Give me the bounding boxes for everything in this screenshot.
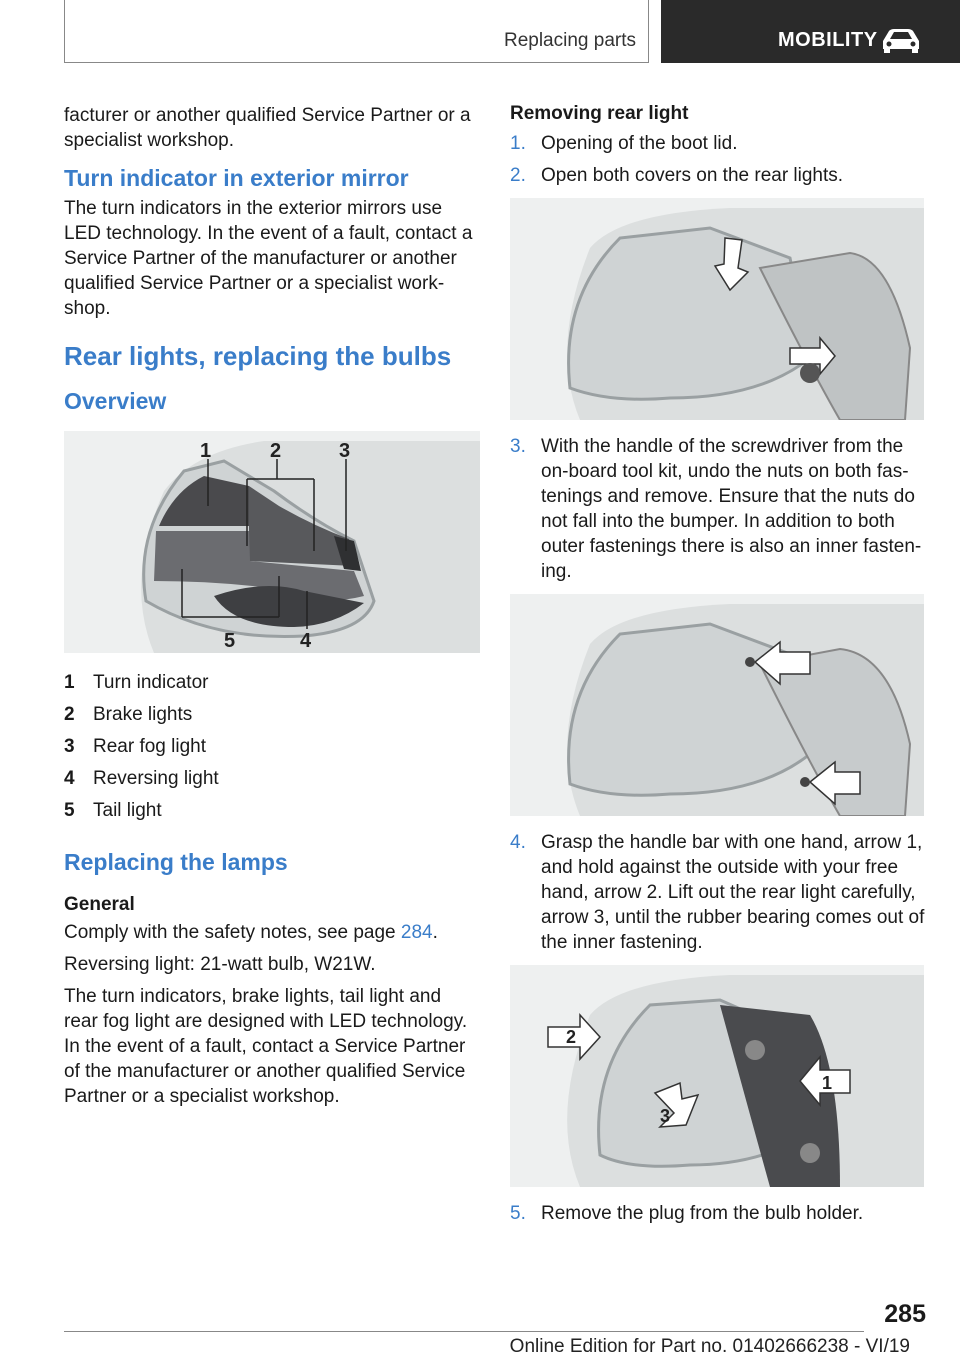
figure-label-5: 5 [224, 630, 236, 652]
footer-edition: Online Edition for Part no. 01402666238 - VI/19 [509, 1336, 910, 1357]
fig4-label-2: 2 [566, 1027, 577, 1047]
heading-removing-rear-light: Removing rear light [510, 103, 689, 124]
step-item: 1. Opening of the boot lid. [510, 133, 738, 154]
reversing-light-text: Reversing light: 21-watt bulb, W21W. [64, 954, 376, 975]
overview-figure [64, 431, 480, 653]
step-item: 2. Open both covers on the rear lights. [510, 165, 844, 186]
heading-replacing-lamps: Replacing the lamps [64, 849, 288, 875]
intro-text: facturer or another qualified Service Partner or a specialist workshop. [64, 105, 471, 151]
car-icon [879, 27, 923, 53]
steps-list [510, 131, 930, 188]
legend-item: 5 Tail light [64, 800, 162, 821]
header-section-box [64, 0, 649, 63]
safety-note: Comply with the safety notes, see page 284. [64, 922, 438, 943]
figure-label-4: 4 [300, 630, 312, 652]
figure-label-1: 1 [200, 440, 212, 462]
legend-item: 1 Turn indicator [64, 672, 209, 693]
page-link-284[interactable]: 284 [400, 922, 433, 943]
figure-undo-nuts [510, 594, 924, 816]
fig4-label-3: 3 [660, 1106, 671, 1126]
heading-general: General [64, 894, 135, 915]
heading-rear-lights: Rear lights, replacing the bulbs [64, 341, 452, 371]
footer-divider [64, 1331, 864, 1332]
figure-label-2: 2 [270, 440, 282, 462]
left-column [64, 103, 480, 1116]
step-item: 3. With the handle of the screwdriver from the on-board tool kit, undo the nuts on both fastenings and remove. Ensure that the nuts do not fall into the bumper. In addition to both outer fastenings there is also an inner fastening. [510, 436, 922, 582]
led-text: The turn indicators, brake lights, tail light and rear fog light are designed with LED technology. In the event of a fault, contact a Service Partner of the manufacturer or another qualified Service Partner or a specialist workshop. [64, 986, 468, 1107]
figure-label-3: 3 [339, 440, 351, 462]
heading-mirror: Turn indicator in exterior mirror [64, 165, 409, 191]
header-chapter-label: MOBILITY [778, 29, 878, 51]
step-item: 4. Grasp the handle bar with one hand, arrow 1, and hold against the outside with your free hand, arrow 2. Lift out the rear light carefully, arrow 3, until the rubber bearing comes out of the inner fastening. [510, 832, 925, 953]
legend-item: 2 Brake lights [64, 704, 193, 725]
header-section-title: Replacing parts [503, 30, 636, 51]
overview-legend [64, 667, 480, 827]
heading-overview: Overview [64, 388, 167, 414]
right-column [510, 103, 930, 1233]
rear-light-overview-illustration [64, 431, 480, 653]
mirror-text: The turn indicators in the exterior mirrors use LED technology. In the event of a fault, contact a Service Partner of the manufacturer or another qualified Service Partner or a specialist workshop. [64, 198, 473, 319]
page-number: 285 [884, 1300, 926, 1328]
fig4-label-1: 1 [822, 1073, 833, 1093]
figure-open-covers [510, 198, 924, 420]
header-chapter-tab[interactable] [661, 0, 960, 63]
legend-item: 4 Reversing light [64, 768, 219, 789]
step-item: 5. Remove the plug from the bulb holder. [510, 1203, 864, 1224]
figure-lift-out-light [510, 965, 924, 1187]
legend-item: 3 Rear fog light [64, 736, 207, 757]
